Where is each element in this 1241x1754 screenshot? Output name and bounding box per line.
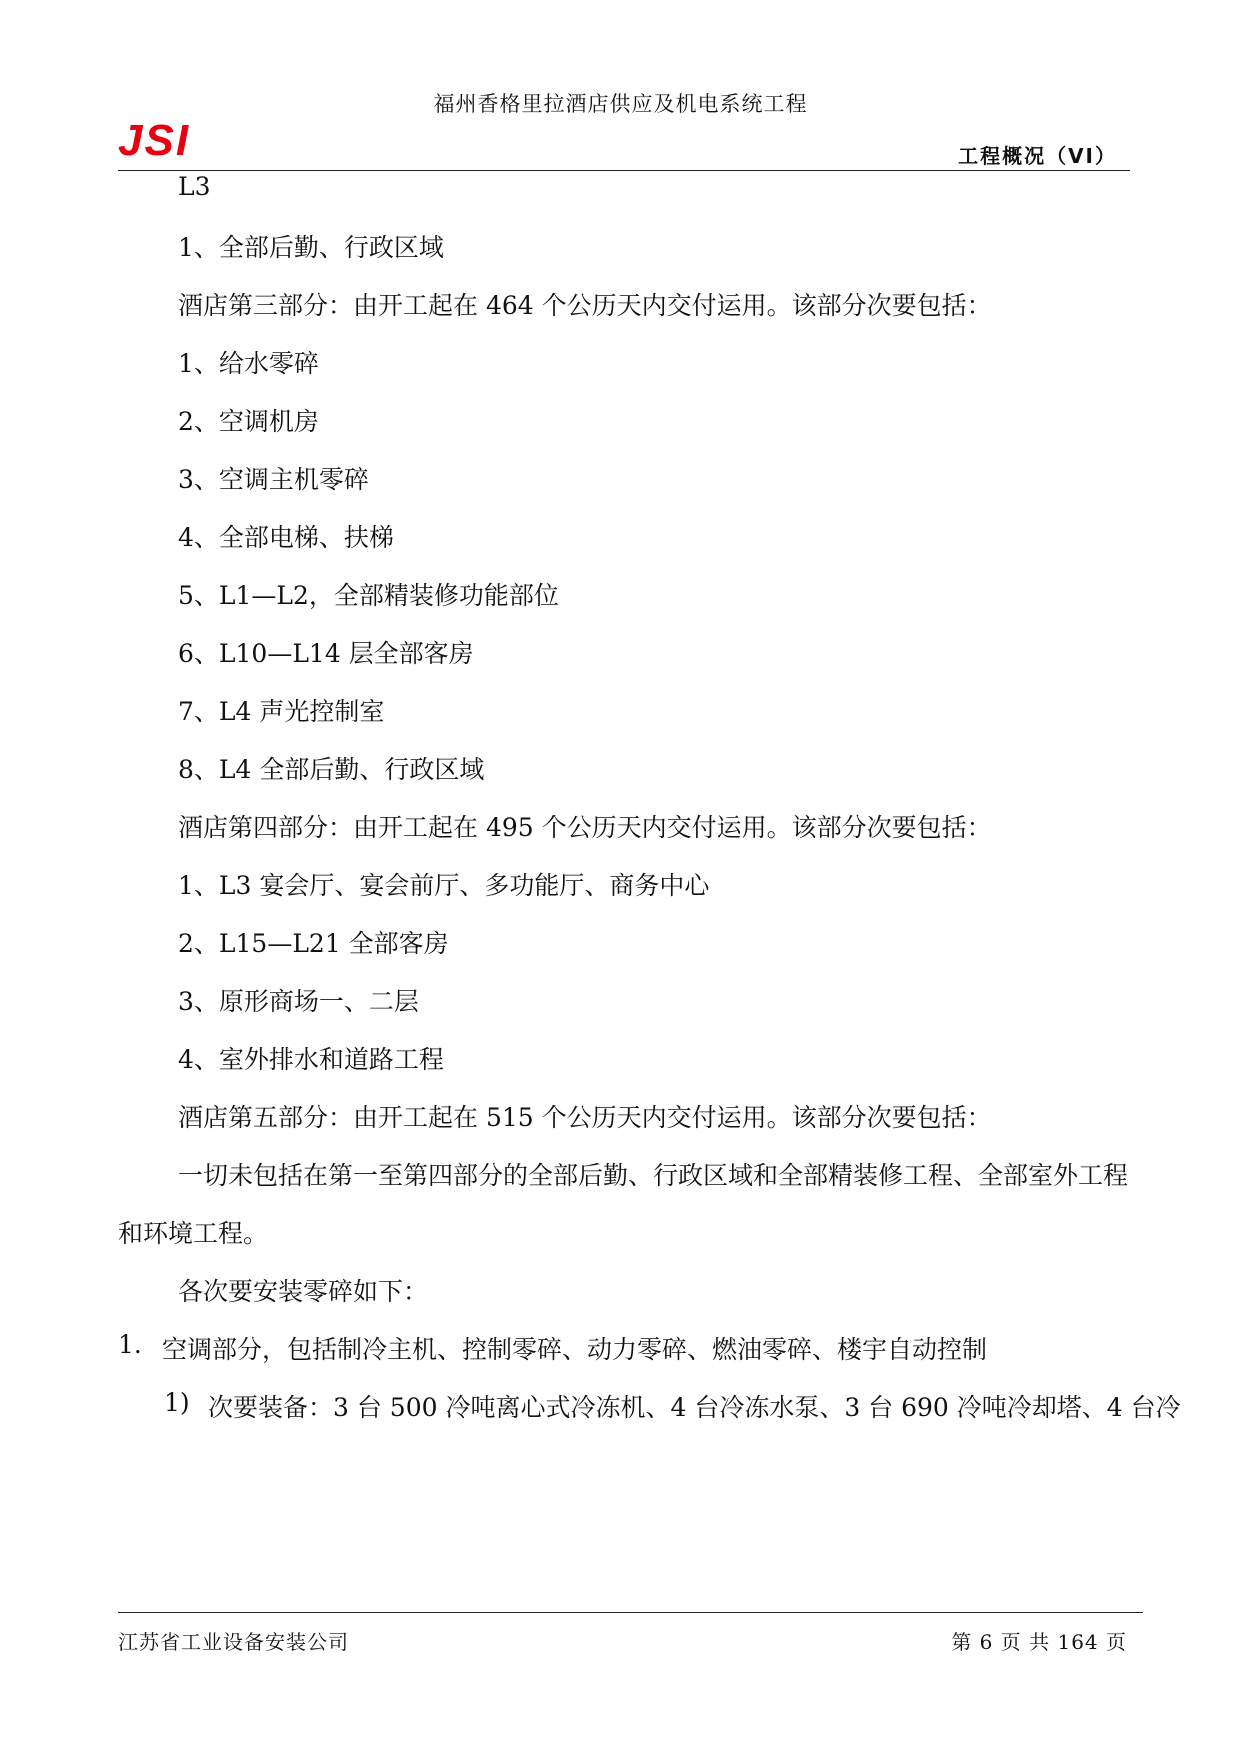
body-line: 和环境工程。 bbox=[118, 1219, 269, 1248]
body-line: 7、L4 声光控制室 bbox=[178, 697, 385, 726]
body-line: 1、L3 宴会厅、宴会前厅、多功能厅、商务中心 bbox=[178, 871, 710, 900]
body-line: 5、L1—L2，全部精装修功能部位 bbox=[178, 581, 559, 610]
body-line: 酒店第三部分：由开工起在 464 个公历天内交付运用。该部分次要包括： bbox=[178, 291, 992, 320]
sublist-item-text: 次要装备：3 台 500 冷吨离心式冷冻机、4 台冷冻水泵、3 台 690 冷吨冷却塔、4 台冷 bbox=[208, 1393, 1181, 1422]
body-line: 3、原形商场一、二层 bbox=[178, 987, 419, 1016]
body-line: L3 bbox=[178, 172, 211, 201]
body-line: 3、空调主机零碎 bbox=[178, 465, 369, 494]
list-item-text: 空调部分，包括制冷主机、控制零碎、动力零碎、燃油零碎、楼宇自动控制 bbox=[162, 1335, 988, 1364]
document-title: 福州香格里拉酒店供应及机电系统工程 bbox=[433, 92, 808, 116]
body-line: 1、全部后勤、行政区域 bbox=[178, 233, 444, 262]
body-line: 4、室外排水和道路工程 bbox=[178, 1045, 444, 1074]
sublist-marker: 1) bbox=[164, 1388, 190, 1417]
body-line: 一切未包括在第一至第四部分的全部后勤、行政区域和全部精装修工程、全部室外工程 bbox=[178, 1161, 1129, 1190]
page-number: 第 6 页 共 164 页 bbox=[951, 1630, 1127, 1654]
body-line: 酒店第五部分：由开工起在 515 个公历天内交付运用。该部分次要包括： bbox=[178, 1103, 992, 1132]
section-label: 工程概况（VI） bbox=[958, 144, 1117, 168]
body-line: 酒店第四部分：由开工起在 495 个公历天内交付运用。该部分次要包括： bbox=[178, 813, 992, 842]
body-line: 1、给水零碎 bbox=[178, 349, 319, 378]
body-line: 6、L10—L14 层全部客房 bbox=[178, 639, 474, 668]
body-line: 8、L4 全部后勤、行政区域 bbox=[178, 755, 485, 784]
body-line: 2、L15—L21 全部客房 bbox=[178, 929, 449, 958]
footer-company: 江苏省工业设备安装公司 bbox=[118, 1630, 349, 1654]
body-line: 4、全部电梯、扶梯 bbox=[178, 523, 394, 552]
body-line: 各次要安装零碎如下： bbox=[178, 1277, 429, 1306]
footer-divider bbox=[118, 1612, 1143, 1613]
body-line: 2、空调机房 bbox=[178, 407, 319, 436]
list-marker: 1. bbox=[118, 1330, 142, 1359]
company-logo: JSI bbox=[118, 116, 191, 165]
